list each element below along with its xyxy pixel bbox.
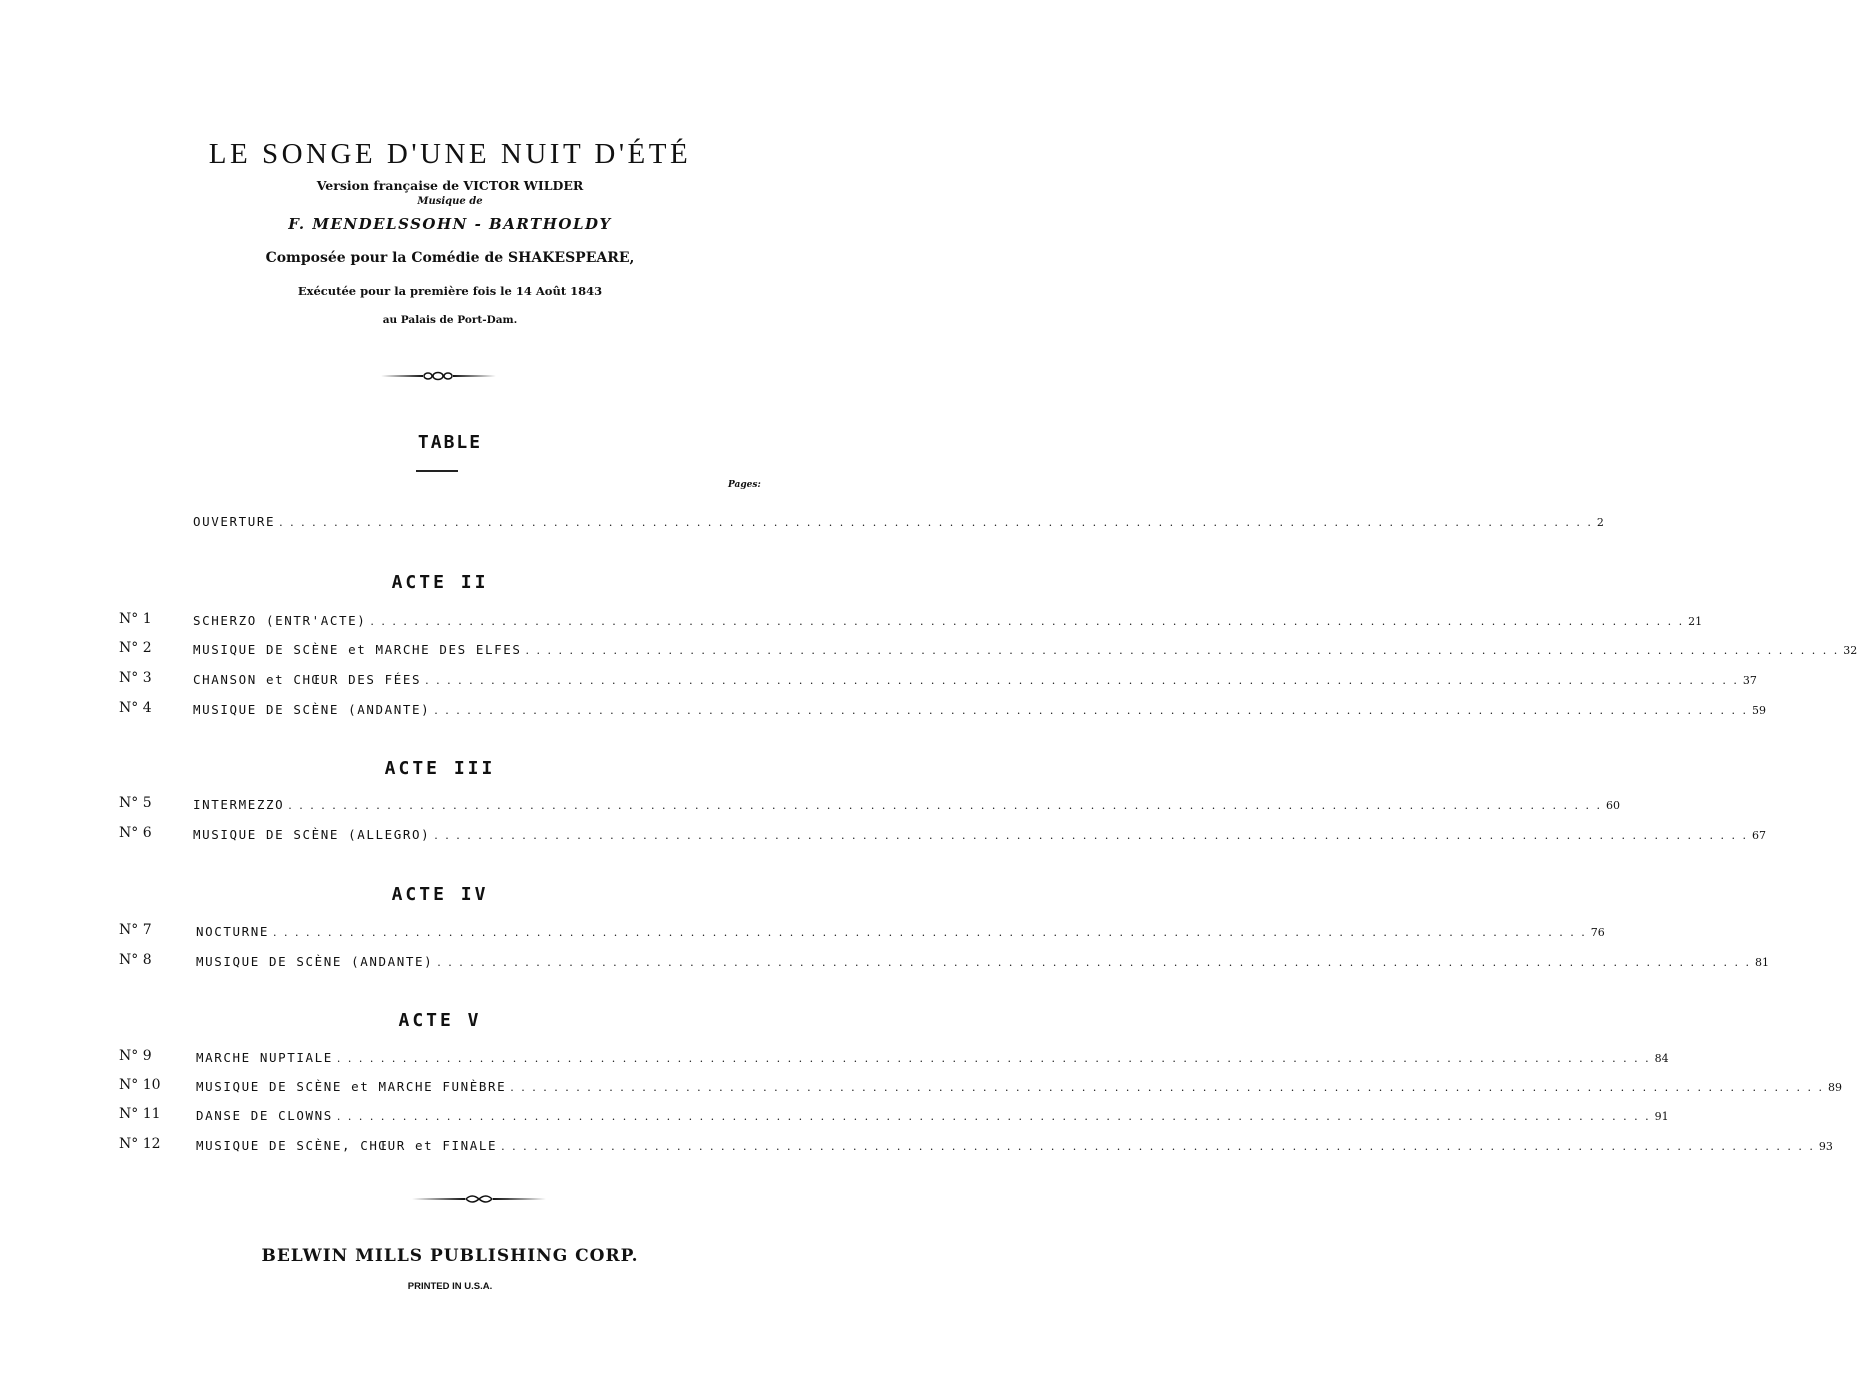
entry-title: MUSIQUE DE SCÈNE (ANDANTE) — [193, 702, 431, 717]
act-heading: ACTE V — [398, 1010, 482, 1031]
toc-entry — [196, 924, 1605, 939]
entry-number: N° 6 — [119, 825, 152, 841]
dot-leader: . . . . . . . . . . . . . . . . . . . . . . . . . . . . . . . . . . . . . . . . . . . . . . . . . . . . . . . . . . . . . . . . . . . . . . . . . . . . . . . . . . . . . . . . . . . . . . . . . . . . . . . . . . . . . . . . . . . . . . . . — [279, 516, 1593, 529]
dot-leader: . . . . . . . . . . . . . . . . . . . . . . . . . . . . . . . . . . . . . . . . . . . . . . . . . . . . . . . . . . . . . . . . . . . . . . . . . . . . . . . . . . . . . . . . . . . . . . . . . . . . . . . . . . . . . . . . . . . . . . . . — [525, 644, 1840, 657]
act-heading: ACTE III — [384, 758, 496, 779]
entry-number: N° 11 — [119, 1106, 161, 1122]
entry-number: N° 8 — [119, 952, 152, 968]
publisher-name: BELWIN MILLS PUBLISHING CORP. — [261, 1246, 639, 1266]
entry-title: MUSIQUE DE SCÈNE (ANDANTE) — [196, 954, 434, 969]
translator-line: Version française de VICTOR WILDER — [316, 178, 584, 193]
entry-title: OUVERTURE — [193, 514, 276, 529]
entry-page-number: 21 — [1688, 615, 1703, 628]
entry-page-number: 81 — [1754, 956, 1769, 969]
entry-number: N° 5 — [119, 795, 152, 811]
entry-title: MUSIQUE DE SCÈNE (ALLEGRO) — [193, 827, 431, 842]
entry-title: MUSIQUE DE SCÈNE et MARCHE DES ELFES — [193, 642, 522, 657]
entry-title: MUSIQUE DE SCÈNE et MARCHE FUNÈBRE — [196, 1079, 507, 1094]
entry-number: N° 3 — [119, 670, 152, 686]
act-heading: ACTE II — [391, 572, 489, 593]
dot-leader: . . . . . . . . . . . . . . . . . . . . . . . . . . . . . . . . . . . . . . . . . . . . . . . . . . . . . . . . . . . . . . . . . . . . . . . . . . . . . . . . . . . . . . . . . . . . . . . . . . . . . . . . . . . . . . . . . . . . . . . . — [336, 1110, 1651, 1123]
toc-entry — [196, 1108, 1669, 1123]
toc-entry — [193, 827, 1766, 842]
entry-page-number: 84 — [1654, 1052, 1669, 1065]
dot-leader: . . . . . . . . . . . . . . . . . . . . . . . . . . . . . . . . . . . . . . . . . . . . . . . . . . . . . . . . . . . . . . . . . . . . . . . . . . . . . . . . . . . . . . . . . . . . . . . . . . . . . . . . . . . . . . . . . . . . . . . . — [370, 615, 1685, 628]
entry-page-number: 67 — [1751, 829, 1766, 842]
entry-title: MARCHE NUPTIALE — [196, 1050, 333, 1065]
dot-leader: . . . . . . . . . . . . . . . . . . . . . . . . . . . . . . . . . . . . . . . . . . . . . . . . . . . . . . . . . . . . . . . . . . . . . . . . . . . . . . . . . . . . . . . . . . . . . . . . . . . . . . . . . . . . . . . . . . . . . . . . — [501, 1140, 1815, 1153]
ornament-divider-bottom-icon — [410, 1191, 548, 1207]
entry-page-number: 59 — [1751, 704, 1766, 717]
entry-title: CHANSON et CHŒUR DES FÉES — [193, 672, 422, 687]
toc-entry — [196, 1138, 1833, 1153]
dot-leader: . . . . . . . . . . . . . . . . . . . . . . . . . . . . . . . . . . . . . . . . . . . . . . . . . . . . . . . . . . . . . . . . . . . . . . . . . . . . . . . . . . . . . . . . . . . . . . . . . . . . . . . . . . . . . . . . . . . . . . . . — [336, 1052, 1651, 1065]
entry-number: N° 9 — [119, 1048, 152, 1064]
venue-line: au Palais de Port-Dam. — [382, 314, 518, 326]
entry-title: SCHERZO (ENTR'ACTE) — [193, 613, 367, 628]
entry-number: N° 2 — [119, 640, 152, 656]
entry-page-number: 76 — [1590, 926, 1605, 939]
composer-name: F. MENDELSSOHN - BARTHOLDY — [288, 215, 612, 233]
entry-page-number: 60 — [1605, 799, 1620, 812]
entry-page-number: 37 — [1742, 674, 1757, 687]
toc-entry — [193, 672, 1757, 687]
dot-leader: . . . . . . . . . . . . . . . . . . . . . . . . . . . . . . . . . . . . . . . . . . . . . . . . . . . . . . . . . . . . . . . . . . . . . . . . . . . . . . . . . . . . . . . . . . . . . . . . . . . . . . . . . . . . . . . . . . . . . . . . — [434, 829, 1748, 842]
music-by-line: Musique de — [417, 196, 483, 207]
toc-entry — [193, 642, 1857, 657]
ornament-divider-top-icon — [378, 368, 498, 384]
heading-underline — [416, 470, 458, 472]
entry-title: MUSIQUE DE SCÈNE, CHŒUR et FINALE — [196, 1138, 498, 1153]
dot-leader: . . . . . . . . . . . . . . . . . . . . . . . . . . . . . . . . . . . . . . . . . . . . . . . . . . . . . . . . . . . . . . . . . . . . . . . . . . . . . . . . . . . . . . . . . . . . . . . . . . . . . . . . . . . . . . . . . . . . . . . . — [437, 956, 1751, 969]
entry-page-number: 32 — [1843, 644, 1857, 657]
toc-entry — [196, 954, 1769, 969]
toc-entry — [196, 1079, 1842, 1094]
entry-page-number: 89 — [1827, 1081, 1842, 1094]
dot-leader: . . . . . . . . . . . . . . . . . . . . . . . . . . . . . . . . . . . . . . . . . . . . . . . . . . . . . . . . . . . . . . . . . . . . . . . . . . . . . . . . . . . . . . . . . . . . . . . . . . . . . . . . . . . . . . . . . . . . . . . . — [434, 704, 1748, 717]
entry-title: INTERMEZZO — [193, 797, 285, 812]
pages-column-label: Pages: — [728, 480, 761, 490]
dot-leader: . . . . . . . . . . . . . . . . . . . . . . . . . . . . . . . . . . . . . . . . . . . . . . . . . . . . . . . . . . . . . . . . . . . . . . . . . . . . . . . . . . . . . . . . . . . . . . . . . . . . . . . . . . . . . . . . . . . . . . . . — [273, 926, 1587, 939]
entry-number: N° 1 — [119, 611, 152, 627]
entry-page-number: 91 — [1654, 1110, 1669, 1123]
first-performance-line: Exécutée pour la première fois le 14 Août 1843 — [297, 284, 603, 298]
composed-for-line: Composée pour la Comédie de SHAKESPEARE, — [265, 250, 635, 266]
entry-number: N° 7 — [119, 922, 152, 938]
entry-number: N° 4 — [119, 700, 152, 716]
entry-title: NOCTURNE — [196, 924, 270, 939]
table-heading: TABLE — [417, 432, 483, 453]
entry-number: N° 10 — [119, 1077, 161, 1093]
toc-entry — [193, 613, 1703, 628]
toc-entry — [196, 1050, 1669, 1065]
dot-leader: . . . . . . . . . . . . . . . . . . . . . . . . . . . . . . . . . . . . . . . . . . . . . . . . . . . . . . . . . . . . . . . . . . . . . . . . . . . . . . . . . . . . . . . . . . . . . . . . . . . . . . . . . . . . . . . . . . . . . . . . — [425, 674, 1739, 687]
toc-entry — [193, 797, 1620, 812]
entry-number: N° 12 — [119, 1136, 161, 1152]
act-heading: ACTE IV — [391, 884, 489, 905]
entry-page-number: 93 — [1818, 1140, 1833, 1153]
printed-in-note: PRINTED IN U.S.A. — [407, 1281, 493, 1292]
entry-title: DANSE DE CLOWNS — [196, 1108, 333, 1123]
dot-leader: . . . . . . . . . . . . . . . . . . . . . . . . . . . . . . . . . . . . . . . . . . . . . . . . . . . . . . . . . . . . . . . . . . . . . . . . . . . . . . . . . . . . . . . . . . . . . . . . . . . . . . . . . . . . . . . . . . . . . . . . — [288, 799, 1602, 812]
entry-page-number: 2 — [1596, 516, 1604, 529]
page-title: LE SONGE D'UNE NUIT D'ÉTÉ — [208, 138, 692, 170]
toc-entry — [193, 702, 1766, 717]
toc-entry — [193, 514, 1604, 529]
dot-leader: . . . . . . . . . . . . . . . . . . . . . . . . . . . . . . . . . . . . . . . . . . . . . . . . . . . . . . . . . . . . . . . . . . . . . . . . . . . . . . . . . . . . . . . . . . . . . . . . . . . . . . . . . . . . . . . . . . . . . . . . — [510, 1081, 1824, 1094]
